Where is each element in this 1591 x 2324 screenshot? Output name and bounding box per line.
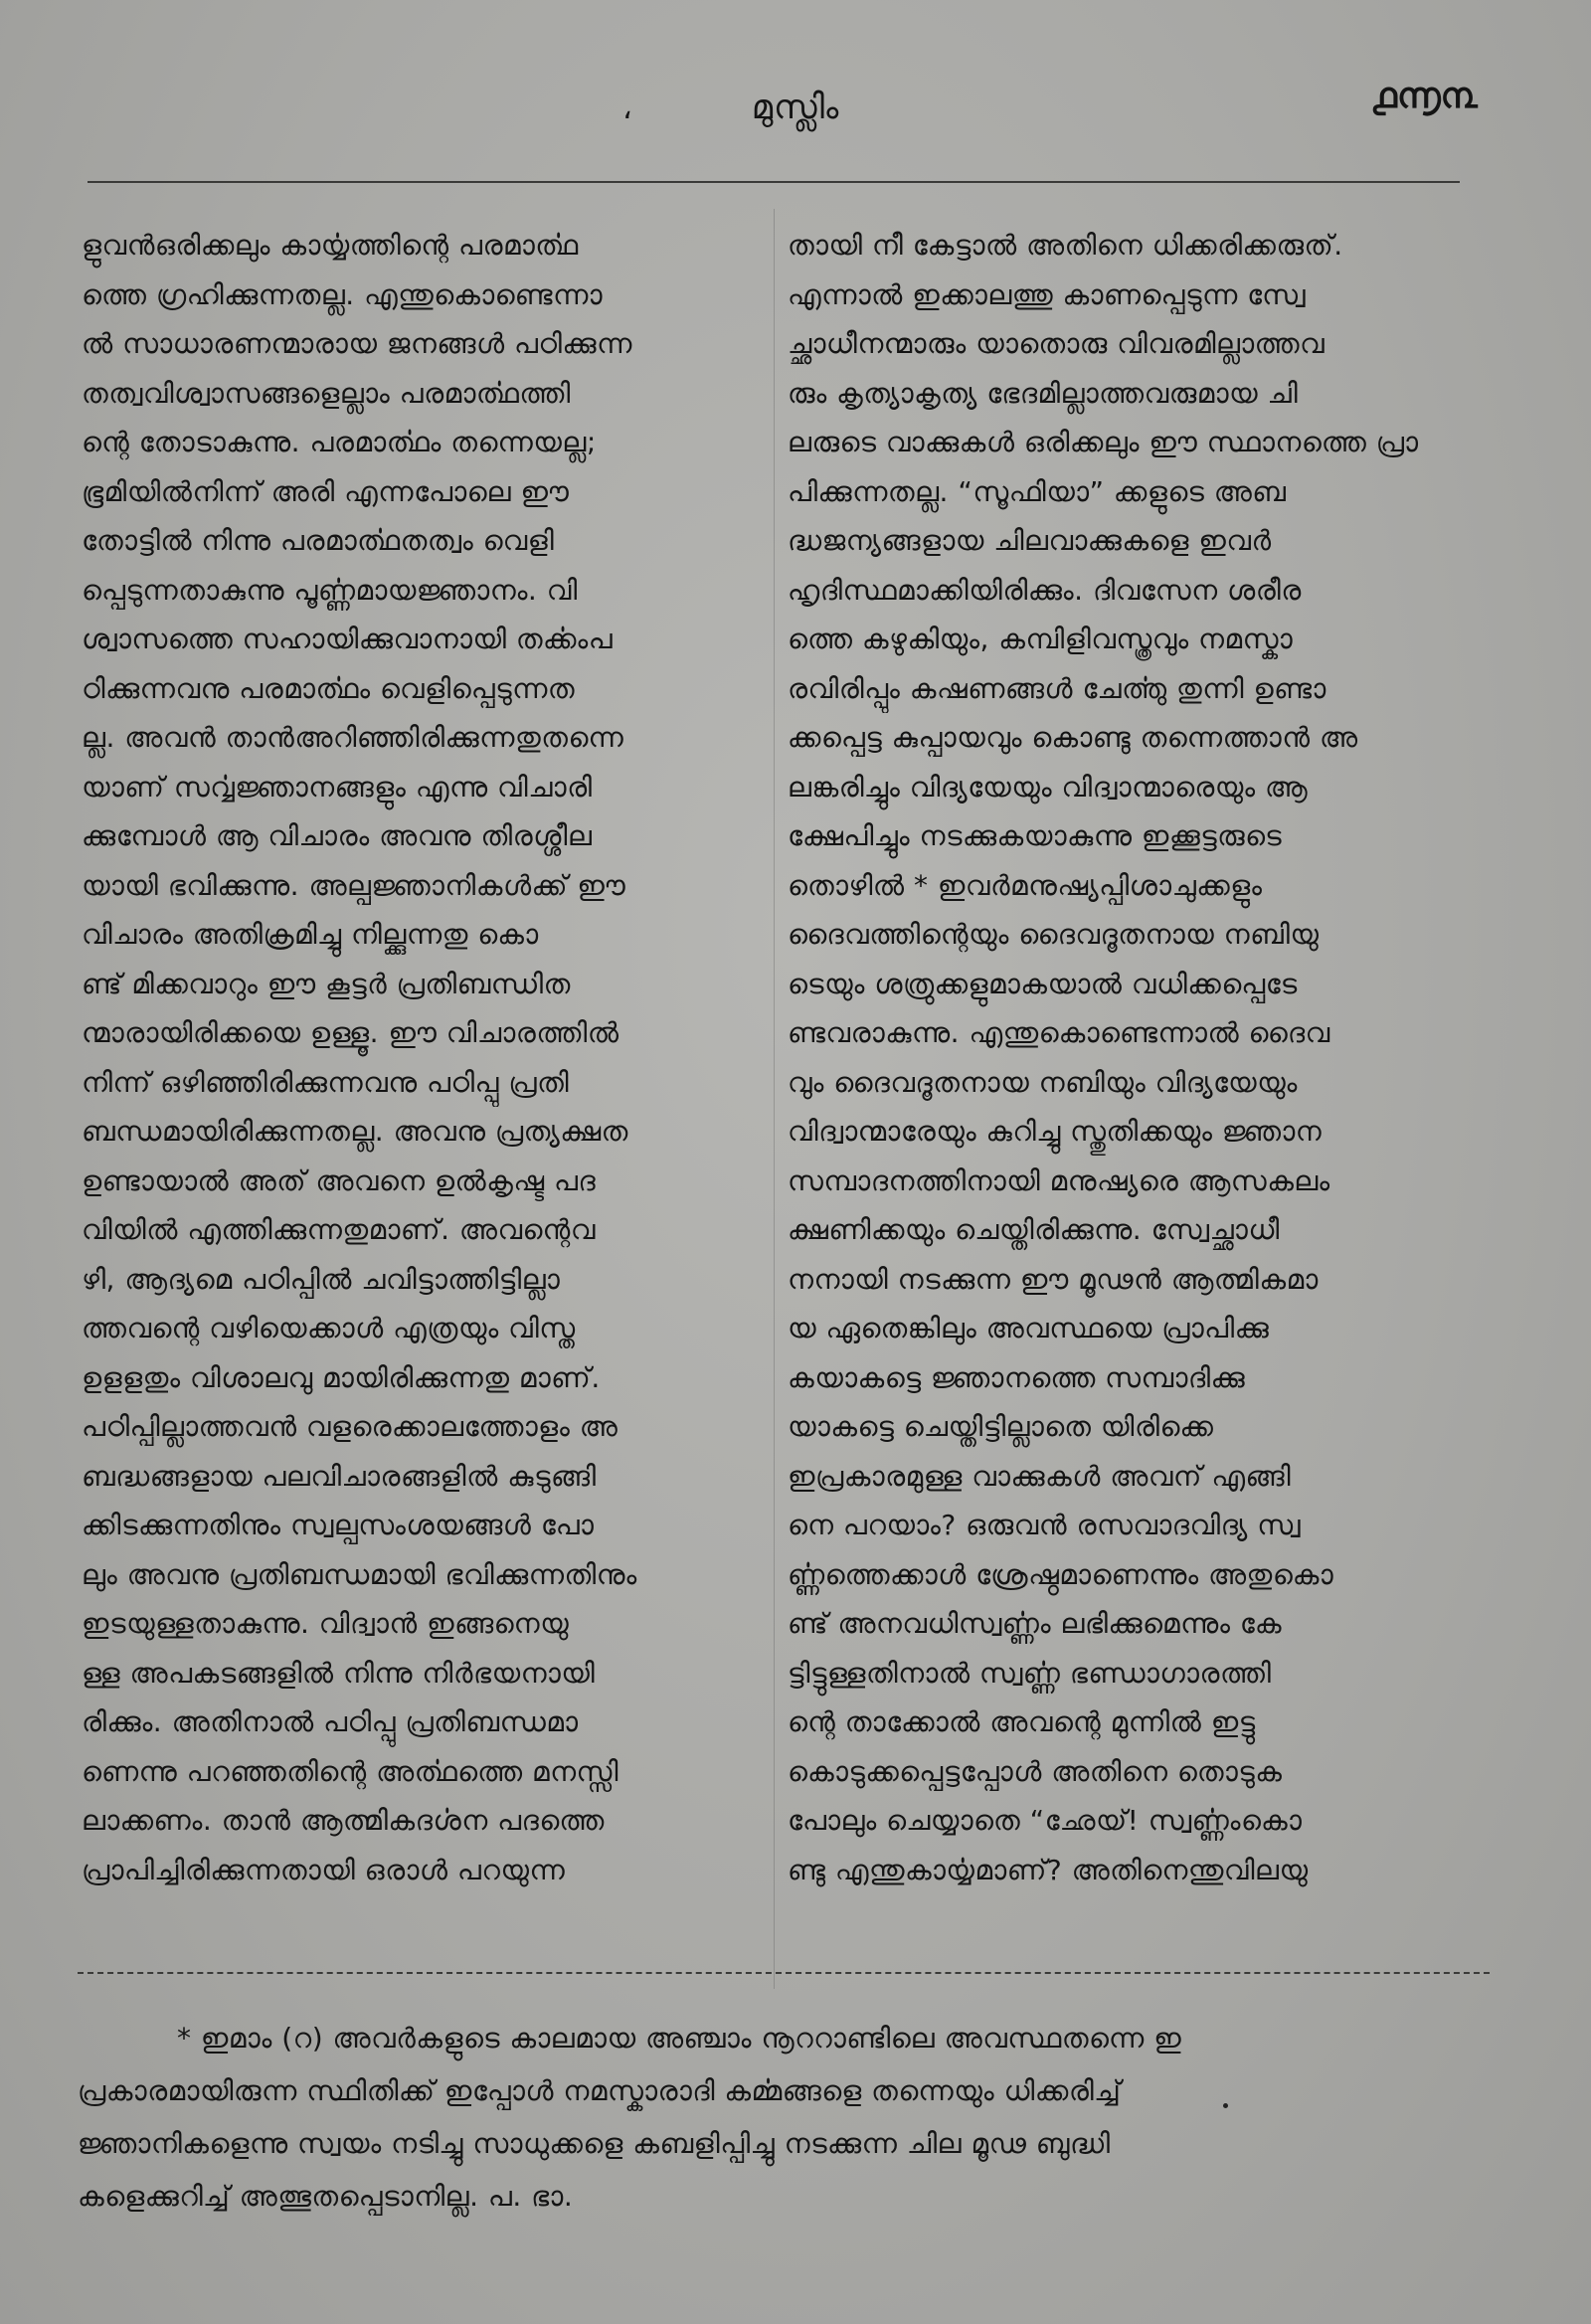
right-column-line: ൎണ്ണത്തെക്കാൾ ശ്രേഷ്ഠമാണെന്നും അതുകൊ [788,1557,1334,1591]
right-column-line: കയാകട്ടെ ജ്ഞാനത്തെ സമ്പാദിക്കു [788,1360,1246,1394]
right-column-line: ണ്ട് അനവധിസ്വൎണ്ണം ലഭിക്കുമെന്നും കേ [788,1607,1283,1640]
right-column-line: ണ്ടു എന്തുകാൎയ്യമാണ്? അതിനെന്തുവിലയു [788,1853,1309,1886]
right-column-line: യ ഏതെങ്കിലും അവസ്ഥയെ പ്രാപിക്കു [788,1312,1270,1344]
right-column-line: ച്ഛാധീനന്മാരും യാതൊരു വിവരമില്ലാത്തവ [788,327,1326,360]
left-column-line: ഉളളതും വിശാലവു മായിരിക്കുന്നതു മാണ്. [82,1360,601,1394]
right-column-line: പിക്കുന്നതല്ല. “സൂഫിയാ” ക്കളുടെ അബ [788,474,1287,508]
right-column-line: ഹൃദിസ്ഥമാക്കിയിരിക്കും. ദിവസേന ശരീര [788,573,1302,607]
right-column-line: ന്റെ താക്കോൽ അവന്റെ മുന്നിൽ ഇട്ടു [788,1705,1256,1738]
right-column-line: യാകട്ടെ ചെയ്തിട്ടില്ലാതെ യിരിക്കെ [788,1410,1214,1443]
footnote-line: ജ്ഞാനികളെന്നു സ്വയം നടിച്ചു സാധുക്കളെ കബളിപ്പിച്ചു നടക്കുന്ന ചില മൂഢ ബുദ്ധി [78,2127,1111,2160]
right-column-line: എന്നാൽ ഇക്കാലത്തു കാണപ്പെടുന്ന സ്വേ [788,277,1307,311]
left-column-line: ഉണ്ടായാൽ അത് അവനെ ഉൽകൃഷ്ട പദ [82,1163,597,1197]
left-column-line: ന്മാരായിരിക്കയെ ഉള്ളൂ. ഈ വിചാരത്തിൽ [82,1016,619,1049]
left-column-line: വിചാരം അതിക്രമിച്ചു നില്ക്കുന്നതു കൊ [82,918,539,951]
right-column-line: സമ്പാദനത്തിനായി മനുഷ്യരെ ആസകലം [788,1163,1330,1197]
left-column-line: ലും അവനു പ്രതിബന്ധമായി ഭവിക്കുന്നതിനും [82,1557,637,1591]
left-column-line: തത്വവിശ്വാസങ്ങളെല്ലാം പരമാൎത്ഥത്തി [82,376,571,410]
right-column-line: ക്കപ്പെട്ട കുപ്പായവും കൊണ്ടു തന്നെത്താൻ അ [788,721,1358,754]
left-column-line: തോട്ടിൽ നിന്നു പരമാൎത്ഥതത്വം വെളി [82,524,555,557]
left-column-line: ബദ്ധങ്ങളായ പലവിചാരങ്ങളിൽ കുടുങ്ങി [82,1459,597,1493]
right-column-line: ലരുടെ വാക്കുകൾ ഒരിക്കലും ഈ സ്ഥാനത്തെ പ്രാ [788,426,1419,458]
right-column-line: നെ പറയാം? ഒരുവൻ രസവാദവിദ്യ സ്വ [788,1509,1302,1541]
left-column-line: ഇടയുള്ളതാകുന്നു. വിദ്വാൻ ഇങ്ങനെയു [82,1607,570,1640]
footnote-rule [78,1972,1490,1974]
left-column-line: ള്ള അപകടങ്ങളിൽ നിന്നു നിർഭയനായി [82,1656,596,1690]
left-column-line: ല്ല. അവൻ താൻഅറിഞ്ഞിരിക്കുന്നതുതന്നെ [82,721,624,754]
right-column-line: തൊഴിൽ * ഇവർമനുഷ്യപ്പിശാചുക്കളും [788,868,1263,902]
right-column-line: ട്ടിട്ടുള്ളതിനാൽ സ്വൎണ്ണ ഭണ്ഡാഗാരത്തി [788,1656,1272,1690]
right-column-line: ക്ഷേപിച്ചും നടക്കുകയാകുന്നു ഇക്കൂട്ടരുടെ [788,819,1283,852]
right-column-line: ലങ്കരിച്ചും വിദ്യയേയും വിദ്വാന്മാരെയും ആ [788,770,1309,804]
right-column-line: രും കൃത്യാകൃത്യ ഭേദമില്ലാത്തവരുമായ ചി [788,376,1299,410]
left-column-line: ത്തെ ഗ്രഹിക്കുന്നതല്ല. എന്തുകൊണ്ടെന്നാ [82,277,604,311]
right-column-line: പോലും ചെയ്യാതെ “ഛേയ്! സ്വൎണ്ണംകൊ [788,1804,1303,1837]
right-column-line: രവിരിപ്പും കഷണങ്ങൾ ചേൎത്തു തുന്നി ഉണ്ടാ [788,671,1326,705]
left-column-line: ന്റെ തോടാകുന്നു. പരമാൎത്ഥം തന്നെയല്ല; [82,426,597,458]
left-column-line: വിയിൽ എത്തിക്കുന്നതുമാണ്. അവന്റെവ [82,1213,596,1246]
right-column-line: ത്തെ കഴുകിയും, കമ്പിളിവസ്ത്രവും നമസ്കാ [788,623,1294,655]
left-column-line: പഠിപ്പില്ലാത്തവൻ വളരെക്കാലത്തോളം അ [82,1410,619,1443]
header-rule [88,181,1460,183]
left-column-line: ശ്വാസത്തെ സഹായിക്കുവാനായി തൎക്കംപ [82,623,614,655]
left-column-line: ക്കിടക്കുന്നതിനും സ്വല്പസംശയങ്ങൾ പോ [82,1509,595,1541]
column-divider [774,209,775,1989]
right-column-line: ദ്ധജന്യങ്ങളായ ചിലവാക്കുകളെ ഇവർ [788,524,1272,557]
left-column-line: ക്കുമ്പോൾ ആ വിചാരം അവനു തിരശ്ശീല [82,819,593,852]
page-number: ൧൬൩ [1372,76,1478,116]
header-mark: ، [622,91,632,126]
left-column [82,221,768,1894]
footnote-line: * ഇമാം (റ) അവർകളുടെ കാലമായ അഞ്ചാം നൂററാണ്ടിലെ അവസ്ഥതന്നെ ഇ [177,2022,1182,2055]
left-column-line: യാണ് സൎവ്വജ്ഞാനങ്ങളും എന്നു വിചാരി [82,770,593,804]
left-column-line: നിന്ന് ഒഴിഞ്ഞിരിക്കുന്നവനു പഠിപ്പു പ്രതി [82,1065,570,1099]
running-header-title: മുസ്ലിം [751,88,840,127]
left-column-line: ൽ സാധാരണന്മാരായ ജനങ്ങൾ പഠിക്കുന്ന [82,327,632,360]
left-column-line: ണെന്നു പറഞ്ഞതിന്റെ അൎത്ഥത്തെ മനസ്സി [82,1754,619,1788]
left-column-line: ത്തവന്റെ വഴിയെക്കാൾ എത്രയും വിസ്ത [82,1312,576,1344]
left-column-line: ഠിക്കുന്നവനു പരമാൎത്ഥം വെളിപ്പെടുന്നത [82,671,576,705]
right-column-line: തായി നീ കേട്ടാൽ അതിനെ ധിക്കരിക്കരുത്. [788,229,1343,262]
left-column-line: പ്പെടുന്നതാകുന്നു പൂൎണ്ണമായജ്ഞാനം. വി [82,573,578,607]
right-column-line: ണ്ടവരാകുന്നു. എന്തുകൊണ്ടെന്നാൽ ദൈവ [788,1016,1330,1049]
right-column-line: ദൈവത്തിന്റെയും ദൈവദൂതനായ നബിയു [788,918,1320,951]
left-column-line: ഭൂമിയിൽനിന്ന് അരി എന്നപോലെ ഈ [82,474,570,508]
footnote [78,2012,1500,2223]
left-column-line: ളുവൻഒരിക്കലും കാൎയ്യത്തിന്റെ പരമാൎത്ഥ [82,229,579,262]
left-column-line: ബന്ധമായിരിക്കുന്നതല്ല. അവനു പ്രത്യക്ഷത [82,1115,628,1148]
right-column-line: നനായി നടക്കുന്ന ഈ മൂഢൻ ആത്മികമാ [788,1262,1319,1296]
right-column-line: ടെയും ശത്രുക്കളുമാകയാൽ വധിക്കപ്പെടേ [788,967,1298,1000]
left-column-line: ണ്ട് മിക്കവാറും ഈ കൂട്ടർ പ്രതിബന്ധിത [82,967,571,1000]
left-column-line: രിക്കും. അതിനാൽ പഠിപ്പു പ്രതിബന്ധമാ [82,1705,579,1738]
footnote-line: കളെക്കുറിച്ച് അത്ഭുതപ്പെടാനില്ല. പ. ഭാ. [78,2180,574,2213]
right-column-line: വിദ്വാന്മാരേയും കുറിച്ചു സ്തുതിക്കയും ജ്ഞാന [788,1115,1323,1148]
right-column-line: ക്ഷണിക്കയും ചെയ്തിരിക്കുന്നു. സ്വേച്ഛാധീ [788,1213,1280,1246]
left-column-line: യായി ഭവിക്കുന്നു. അല്പജ്ഞാനികൾക്ക് ഈ [82,868,626,902]
right-column-line: ഇപ്രകാരമുള്ള വാക്കുകൾ അവന് എങ്ങി [788,1459,1292,1493]
right-column [788,221,1496,1894]
right-column-line: കൊടുക്കപ്പെട്ടപ്പോൾ അതിനെ തൊടുക [788,1754,1283,1788]
right-column-line: വും ദൈവദൂതനായ നബിയും വിദ്യയേയും [788,1065,1298,1099]
left-column-line: ലാക്കണം. താൻ ആത്മികദൎശന പദത്തെ [82,1804,605,1837]
footnote-line: പ്രകാരമായിരുന്ന സ്ഥിതിക്ക് ഇപ്പോൾ നമസ്കാരാദി കൎമ്മങ്ങളെ തന്നെയും ധിക്കരിച്ച് [78,2074,1122,2107]
left-column-line: പ്രാപിച്ചിരിക്കുന്നതായി ഒരാൾ പറയുന്ന [82,1853,566,1886]
left-column-line: ഴി, ആദ്യമെ പഠിപ്പിൽ ചവിട്ടാത്തിട്ടില്ലാ [82,1262,561,1296]
